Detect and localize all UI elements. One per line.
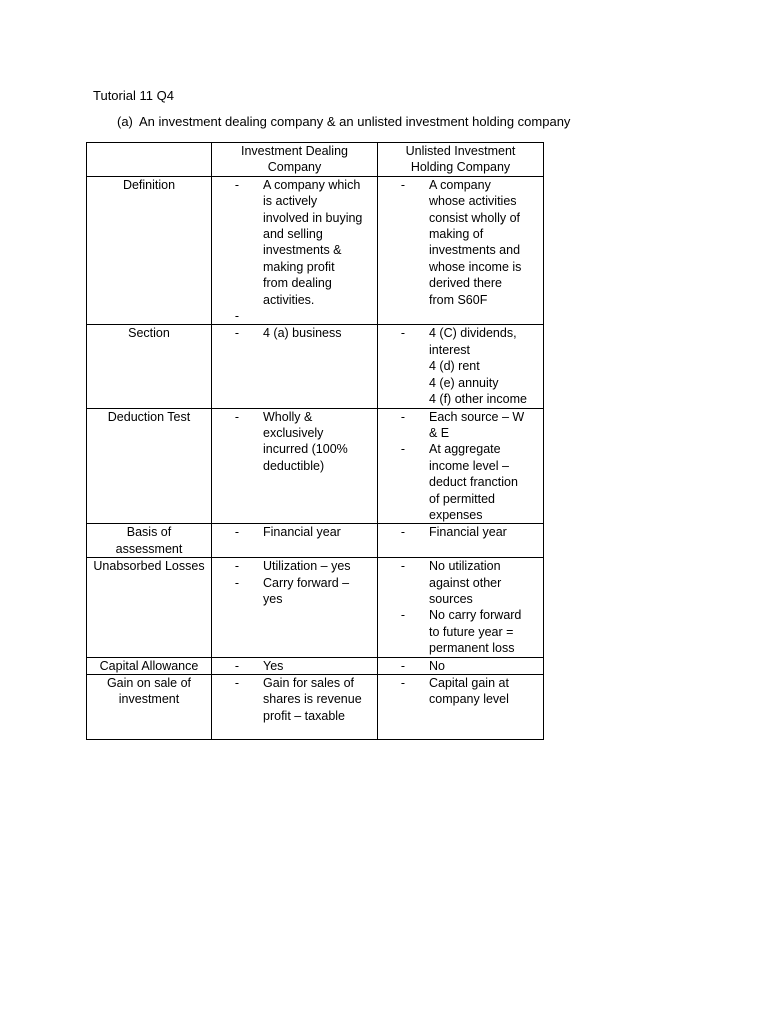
row-label: Section <box>87 325 212 408</box>
list-item <box>215 575 374 608</box>
subtitle-text: An investment dealing company & an unlisted investment holding company <box>139 114 571 129</box>
dash-bullet-icon: - <box>400 326 405 341</box>
table-row <box>87 176 544 325</box>
dash-bullet-icon: - <box>234 559 239 574</box>
subtitle-marker: (a) <box>117 114 133 129</box>
list-item <box>381 558 540 607</box>
document-title: Tutorial 11 Q4 <box>93 88 174 103</box>
dealing-cell <box>212 408 378 524</box>
dash-bullet-icon: - <box>234 309 239 324</box>
holding-bullet-list <box>381 409 540 524</box>
bullet-text: 4 (a) business <box>263 326 342 341</box>
bullet-text: No <box>429 658 445 673</box>
comparison-table <box>86 142 544 740</box>
table-row <box>87 325 544 408</box>
bullet-text: 4 (C) dividends, interest 4 (d) rent 4 (e) annuity 4 (f) other income <box>429 326 527 407</box>
header-holding: Unlisted Investment Holding Company <box>378 143 544 177</box>
holding-cell <box>378 675 544 740</box>
dealing-bullet-list <box>215 409 374 475</box>
holding-bullet-list <box>381 524 540 540</box>
holding-cell <box>378 524 544 558</box>
dash-bullet-icon: - <box>400 676 405 690</box>
dealing-bullet-list <box>215 558 374 607</box>
question-subtitle <box>117 114 570 129</box>
dash-bullet-icon: - <box>234 525 239 540</box>
bullet-text: Gain for sales of shares is revenue profit – taxable <box>263 676 362 723</box>
holding-bullet-list <box>381 325 540 407</box>
holding-cell <box>378 558 544 657</box>
holding-cell <box>378 325 544 408</box>
dealing-cell <box>212 176 378 325</box>
row-label: Deduction Test <box>87 408 212 524</box>
list-item <box>215 524 374 540</box>
bullet-text <box>263 308 374 324</box>
row-label: Definition <box>87 176 212 325</box>
dealing-bullet-list <box>215 658 374 674</box>
dash-bullet-icon: - <box>234 676 239 690</box>
bullet-text: Capital gain at company level <box>429 676 509 707</box>
bullet-text: No utilization against other sources <box>429 559 502 606</box>
list-item <box>215 177 374 308</box>
dash-bullet-icon: - <box>400 442 405 457</box>
bullet-text: A company whose activities consist wholly of making of investments and whose income is derived there from S60F <box>429 177 522 307</box>
table-row <box>87 657 544 674</box>
dealing-bullet-list <box>215 524 374 540</box>
holding-bullet-list <box>381 558 540 656</box>
bullet-text: Wholly & exclusively incurred (100% deductible) <box>263 409 348 473</box>
dash-bullet-icon: - <box>234 177 239 192</box>
dealing-cell <box>212 524 378 558</box>
bullet-text: Financial year <box>263 525 341 540</box>
table-header-row <box>87 143 544 177</box>
bullet-text: Yes <box>263 658 284 673</box>
list-item <box>381 177 540 308</box>
bullet-text: Carry forward – yes <box>263 575 350 606</box>
row-label: Capital Allowance <box>87 657 212 674</box>
row-label: Basis of assessment <box>87 524 212 558</box>
list-item <box>381 409 540 442</box>
table-row <box>87 675 544 740</box>
list-item <box>215 308 374 324</box>
table-row <box>87 558 544 657</box>
holding-bullet-list <box>381 658 540 674</box>
dash-bullet-icon: - <box>400 177 405 192</box>
list-item <box>215 558 374 574</box>
dealing-bullet-list <box>215 177 374 325</box>
list-item <box>215 658 374 674</box>
list-item <box>381 675 540 708</box>
list-item <box>381 607 540 656</box>
bullet-text: At aggregate income level – deduct franction of permitted expenses <box>429 442 518 522</box>
dash-bullet-icon: - <box>400 559 405 574</box>
dash-bullet-icon: - <box>400 525 405 540</box>
table-row <box>87 408 544 524</box>
row-label: Unabsorbed Losses <box>87 558 212 657</box>
dealing-cell <box>212 675 378 740</box>
list-item <box>381 524 540 540</box>
bullet-text: Each source – W & E <box>429 409 525 440</box>
dealing-cell <box>212 558 378 657</box>
bullet-text: Utilization – yes <box>263 559 351 574</box>
dash-bullet-icon: - <box>234 409 239 424</box>
list-item <box>215 325 374 341</box>
bullet-text: No carry forward to future year = permanent loss <box>429 608 522 656</box>
dash-bullet-icon: - <box>400 658 405 673</box>
dash-bullet-icon: - <box>400 608 405 623</box>
list-item <box>381 325 540 407</box>
dealing-cell <box>212 325 378 408</box>
holding-cell <box>378 176 544 325</box>
list-item <box>215 675 374 724</box>
dash-bullet-icon: - <box>400 409 405 424</box>
row-label: Gain on sale of investment <box>87 675 212 740</box>
bullet-text: Financial year <box>429 525 507 540</box>
holding-cell <box>378 657 544 674</box>
list-item <box>381 658 540 674</box>
dash-bullet-icon: - <box>234 326 239 341</box>
dash-bullet-icon: - <box>234 658 239 673</box>
holding-bullet-list <box>381 675 540 708</box>
holding-bullet-list <box>381 177 540 308</box>
dealing-bullet-list <box>215 675 374 724</box>
header-dealing: Investment Dealing Company <box>212 143 378 177</box>
list-item <box>215 409 374 475</box>
dash-bullet-icon: - <box>234 575 239 590</box>
header-blank-cell <box>87 143 212 177</box>
dealing-cell <box>212 657 378 674</box>
bullet-text: A company which is actively involved in buying and selling investments & making profit from dealing activities. <box>263 177 363 307</box>
holding-cell <box>378 408 544 524</box>
dealing-bullet-list <box>215 325 374 341</box>
list-item <box>381 441 540 523</box>
table-row <box>87 524 544 558</box>
